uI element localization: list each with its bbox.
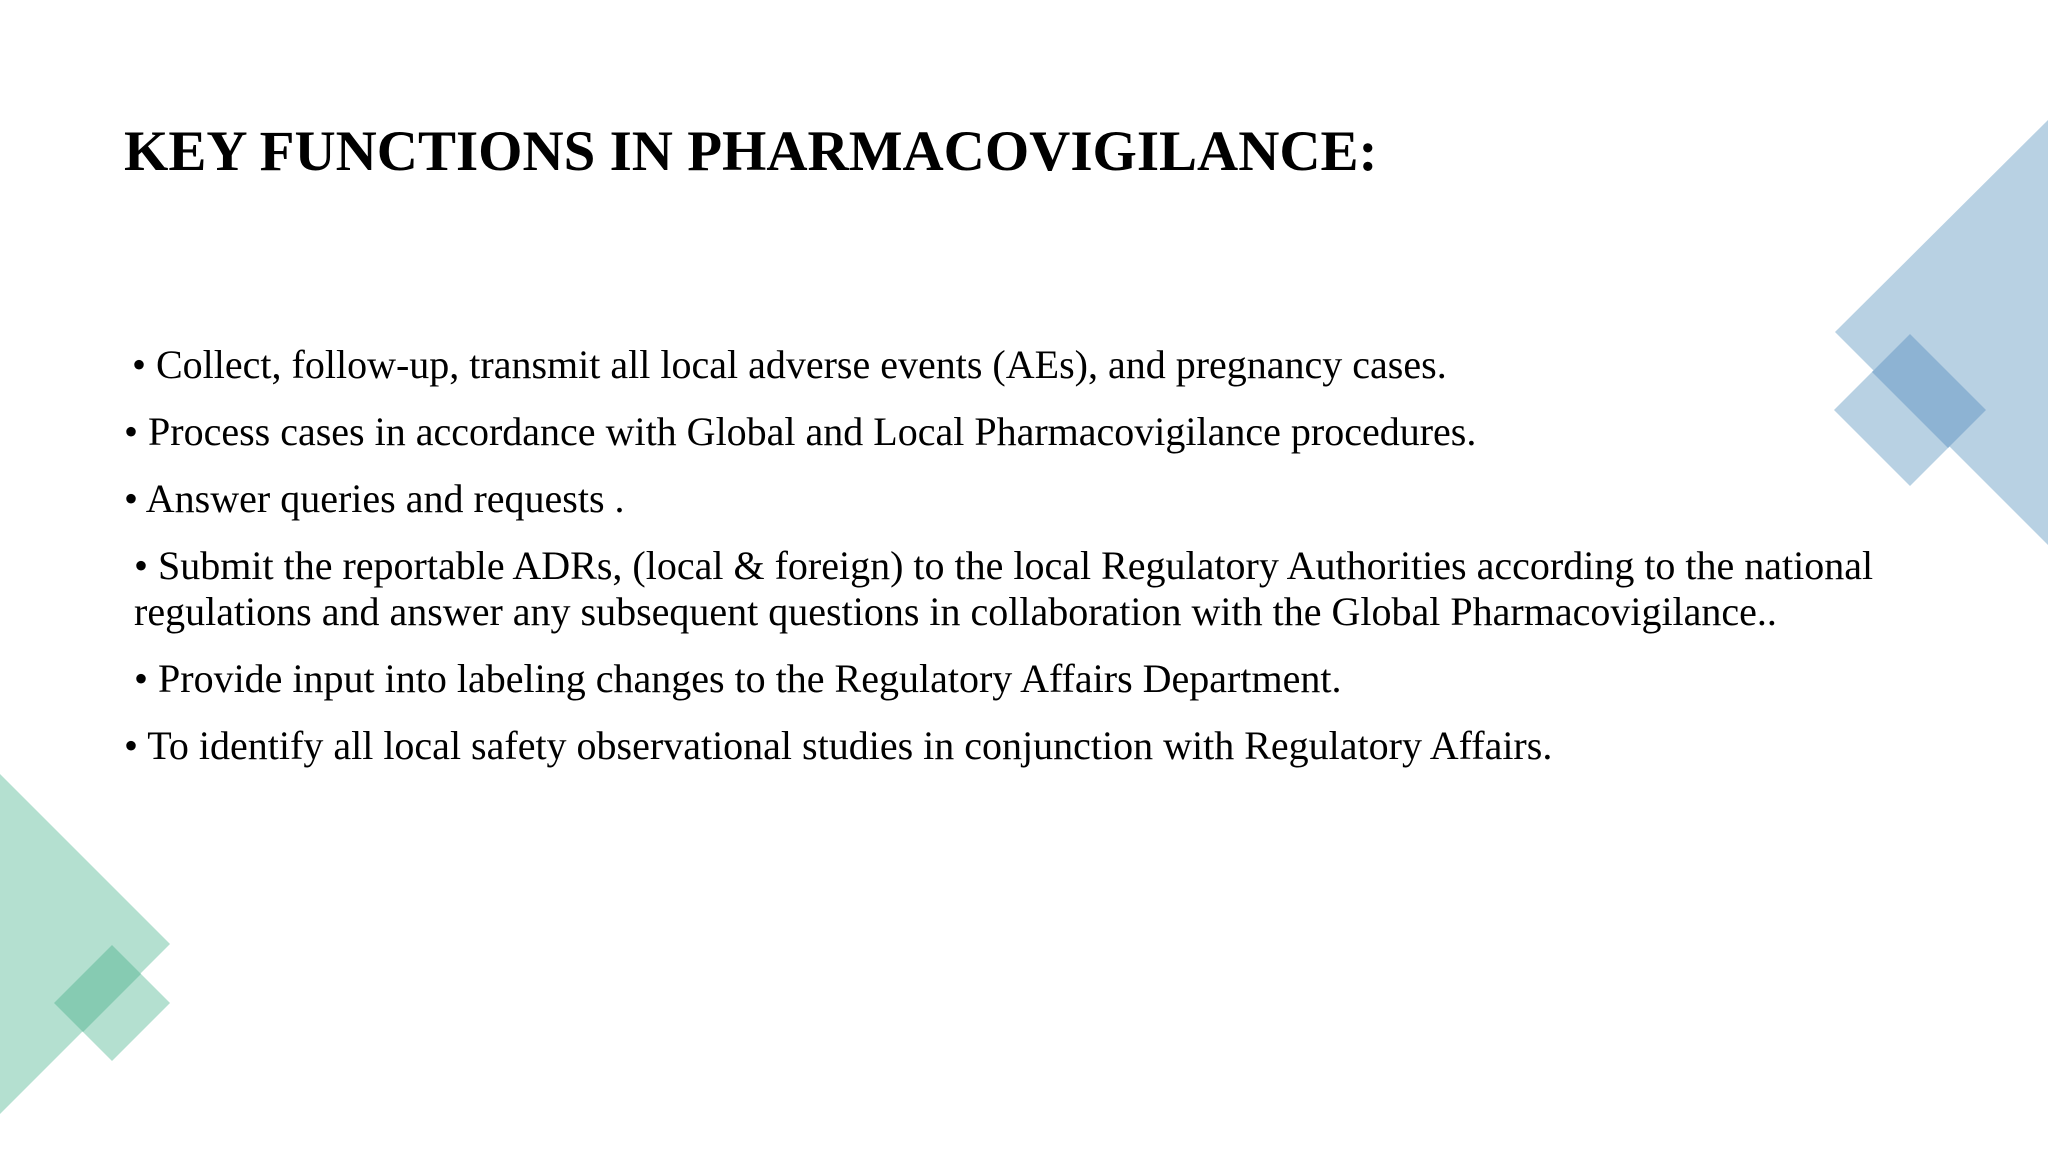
bullet-list — [124, 342, 1884, 790]
slide-title: KEY FUNCTIONS IN PHARMACOVIGILANCE: — [124, 120, 1378, 183]
bullet-labeling-input: • Provide input into labeling changes to the Regulatory Affairs Department. — [134, 656, 1342, 701]
bullet-submit-adrs: • Submit the reportable ADRs, (local & foreign) to the local Regulatory Authorities according to the national regulations and answer any subsequent questions in collaboration with the Global Pharmacovigilance.. — [134, 543, 1874, 634]
bullet-answer-queries: • Answer queries and requests . — [124, 476, 625, 521]
bullet-process-cases: • Process cases in accordance with Global and Local Pharmacovigilance procedures. — [124, 409, 1477, 454]
bullet-collect-aes: • Collect, follow-up, transmit all local adverse events (AEs), and pregnancy cases. — [132, 342, 1447, 387]
green-large-diamond — [0, 774, 170, 1114]
bullet-identify-studies: • To identify all local safety observational studies in conjunction with Regulatory Affairs. — [124, 723, 1553, 768]
